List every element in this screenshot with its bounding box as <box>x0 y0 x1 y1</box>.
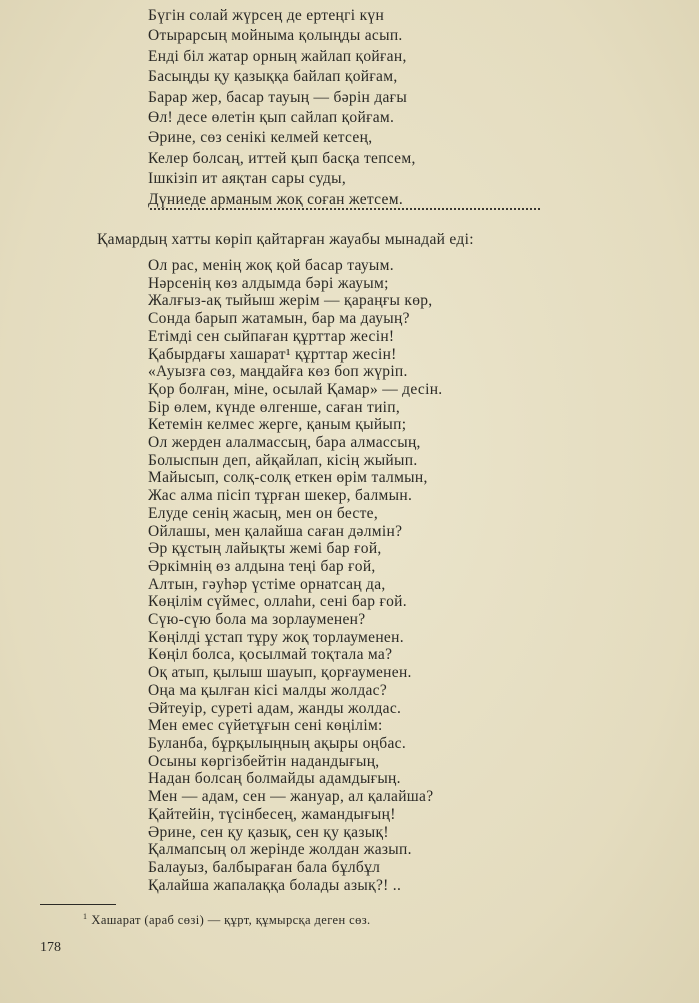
poem-line: «Ауызға сөз, маңдайға көз боп жүріп. <box>148 363 408 381</box>
poem-line: Нәрсенің көз алдымда бәрі жауым; <box>148 274 389 292</box>
page-number: 178 <box>40 940 61 955</box>
ellipsis-divider <box>150 208 540 210</box>
poem-line: Өл! десе өлетін қып сайлап қойғам. <box>148 109 395 127</box>
poem-line: Оқ атып, қылыш шауып, қорғауменен. <box>148 664 412 682</box>
poem-line: Жас алма пісіп тұрған шекер, балмын. <box>148 487 413 505</box>
poem-line: Басыңды қу қазыққа байлап қойғам, <box>148 68 398 86</box>
poem-line: Алтын, гәуһәр үстіме орнатсаң да, <box>148 575 386 593</box>
footnote-marker: 1 <box>83 912 88 921</box>
poem-line: Ішкізіп ит аяқтан сары суды, <box>148 170 347 188</box>
poem-line: Отырарсың мойныма қолыңды асып. <box>148 27 403 45</box>
poem-line: Барар жер, басар тауың — бәрін дағы <box>148 88 408 106</box>
poem-line: Ол рас, менің жоқ қой басар тауым. <box>148 257 394 274</box>
poem-line: Көңілді ұстап тұру жоқ торлауменен. <box>148 628 404 646</box>
poem-line: Етімді сен сыйпаған құрттар жесін! <box>148 327 395 345</box>
poem-line: Ойлашы, мен қалайша саған дәлмін? <box>148 522 403 540</box>
footnote <box>83 912 371 928</box>
poem-line: Бүгін солай жүрсең де ертеңгі күн <box>148 7 385 24</box>
poem-line: Мен емес сүйетұғын сені көңілім: <box>148 717 383 735</box>
poem-stanza-1 <box>148 6 416 210</box>
poem-stanza-2 <box>148 257 442 894</box>
poem-line: Болыспын деп, айқайлап, кісің жыйып. <box>148 451 418 469</box>
poem-line: Қайтейін, түсінбесең, жамандығың! <box>148 805 396 823</box>
poem-line: Осыны көргізбейтін надандығың, <box>148 752 380 770</box>
poem-line: Әркімнің өз алдына теңі бар ғой, <box>148 557 376 575</box>
poem-line: Майысып, солқ-солқ еткен өрім талмын, <box>148 469 428 487</box>
poem-line: Көңілім сүймес, оллаһи, сені бар ғой. <box>148 593 407 611</box>
poem-line: Әйтеуір, суреті адам, жанды жолдас. <box>148 699 402 717</box>
poem-line: Қор болған, міне, осылай Қамар» — десін. <box>148 380 443 398</box>
poem-line: Қалайша жапалаққа болады азық?! .. <box>148 876 402 894</box>
poem-line: Көңіл болса, қосылмай тоқтала ма? <box>148 646 393 664</box>
poem-line: Сүю-сүю бола ма зорлауменен? <box>148 611 366 629</box>
poem-line: Кетемін келмес жерге, қаным қыйып; <box>148 416 407 434</box>
poem-line: Буланба, бұрқылыңның ақыры оңбас. <box>148 734 406 752</box>
prose-line: Қамардың хатты көріп қайтарған жауабы мынадай еді: <box>97 231 474 248</box>
poem-line: Әрине, сен қу қазық, сен қу қазық! <box>148 823 389 841</box>
poem-line: Бір өлем, күнде өлгенше, саған тиіп, <box>148 398 401 416</box>
footnote-text: Хашарат (араб сөзі) — құрт, құмырсқа деген сөз. <box>91 913 371 928</box>
poem-line: Елуде сенің жасың, мен он бесте, <box>148 504 378 522</box>
poem-line: Ол жерден алалмассың, бара алмассың, <box>148 434 421 452</box>
poem-line: Әр құстың лайықты жемі бар ғой, <box>148 540 382 558</box>
poem-line: Келер болсаң, иттей қып басқа тепсем, <box>148 149 416 167</box>
poem-line: Қалмапсың ол жерінде жолдан жазып. <box>148 841 412 859</box>
poem-line: Дүниеде арманым жоқ соған жетсем. <box>148 190 403 208</box>
poem-line: Мен — адам, сен — жануар, ал қалайша? <box>148 788 434 806</box>
poem-line: Қабырдағы хашарат¹ құрттар жесін! <box>148 345 397 363</box>
poem-line: Жалғыз-ақ тыйыш жерім — қараңғы көр, <box>148 292 433 310</box>
poem-line: Оңа ма қылған кісі малды жолдас? <box>148 681 388 699</box>
poem-line: Енді біл жатар орның жайлап қойған, <box>148 47 407 65</box>
footnote-rule <box>40 904 116 905</box>
poem-line: Балауыз, балбыраған бала бұлбұл <box>148 858 381 876</box>
poem-line: Надан болсаң болмайды адамдығың. <box>148 770 401 788</box>
poem-line: Сонда барып жатамын, бар ма дауың? <box>148 310 410 328</box>
poem-line: Әрине, сөз сенікі келмей кетсең, <box>148 129 373 147</box>
